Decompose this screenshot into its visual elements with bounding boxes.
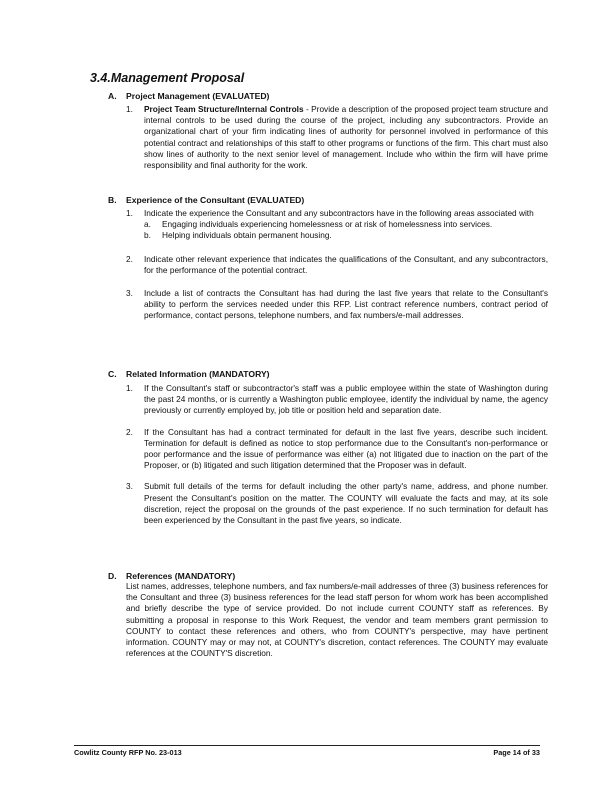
footer-divider — [74, 745, 540, 746]
item-text: If the Consultant's staff or subcontractor's staff was a public employee within the state of Washington during the past 24 months, or is currently a Washington public employee, identify the individual by name, the agency previously or currently employed by, job title or position held and separation date. — [144, 383, 548, 416]
sub-item — [108, 219, 548, 230]
section-d — [108, 571, 548, 659]
section-b-letter: B. — [108, 195, 117, 205]
section-a — [108, 91, 548, 171]
section-c-heading — [108, 369, 548, 379]
item-number: 1. — [126, 208, 133, 218]
list-item — [108, 208, 548, 219]
list-item — [108, 104, 548, 171]
item-number: 1. — [126, 383, 133, 393]
sub-item — [108, 230, 548, 241]
section-title: Management Proposal — [110, 71, 245, 85]
item-number: 2. — [126, 426, 133, 437]
sub-item-letter: a. — [144, 219, 151, 230]
footer-document-id: Cowlitz County RFP No. 23-013 — [74, 748, 182, 757]
references-paragraph: List names, addresses, telephone numbers, and fax numbers/e-mail addresses of three (3) business references for the Consultant and three (3) business references for the lead staff person for whom work has been accomplished and briefly describe the type of service provided. Do not include current COUNTY staff as references. By submitting a proposal in response to this Work Request, the vendor and team members grant permission to COUNTY to contact these references and others, who from COUNTY's perspective, may have pertinent information. COUNTY may or may not, at COUNTY's discretion, contact references. The COUNTY may evaluate references at the COUNTY'S discretion. — [126, 581, 548, 659]
section-d-title: References (MANDATORY) — [126, 571, 236, 581]
list-item — [108, 254, 548, 276]
section-c-letter: C. — [108, 369, 117, 379]
footer-page-number: Page 14 of 33 — [493, 748, 540, 757]
section-d-heading — [108, 571, 548, 581]
item-text: Indicate the experience the Consultant and any subcontractors have in the following areas associated with — [144, 208, 534, 218]
section-d-letter: D. — [108, 571, 117, 581]
item-lead: Project Team Structure/Internal Controls — [144, 104, 304, 114]
item-text: Indicate other relevant experience that indicates the qualifications of the Consultant, and any subcontractors, for the performance of the potential contract. — [144, 253, 548, 275]
section-heading — [90, 71, 244, 85]
item-text: - Provide a description of the proposed project team structure and internal controls to be used during the course of the project, including any subcontractors. Provide an organizational chart of your firm indicating lines of authority for personnel involved in performance of this potential contract and relationships of this staff to other programs or functions of the firm. This chart must also show lines of authority to the next senior level of management. Include who within the firm will have prime responsibility and final authority for the work. — [144, 104, 548, 171]
list-item — [108, 427, 548, 472]
item-text: If the Consultant has had a contract terminated for default in the last five years, describe such incident. Termination for default is defined as notice to stop performance due to the Consultant's non-performance or poor performance and the issue of performance was either (a) not litigated due to inaction on the part of the Proposer, or (b) litigated and such litigation determined that the Proposer was in default. — [144, 426, 548, 471]
item-number: 2. — [126, 253, 133, 264]
section-c-title: Related Information (MANDATORY) — [126, 369, 270, 379]
section-b-heading — [108, 195, 548, 205]
section-number: 3.4. — [90, 71, 111, 85]
sub-item-text: Helping individuals obtain permanent housing. — [162, 230, 332, 241]
list-item — [108, 288, 548, 322]
item-text: Include a list of contracts the Consultant has had during the last five years that relate to the Consultant's ability to perform the services needed under this RFP. List contract reference numbers, contract period of performance, contact persons, telephone numbers, and fax numbers/e-mail addresses. — [144, 288, 548, 321]
list-item — [108, 481, 548, 526]
item-number: 1. — [126, 104, 133, 114]
item-number: 3. — [126, 288, 133, 299]
section-a-heading — [108, 91, 548, 101]
sub-item-text: Engaging individuals experiencing homelessness or at risk of homelessness into services. — [162, 219, 493, 230]
section-c — [108, 369, 548, 526]
list-item — [108, 383, 548, 417]
sub-item-letter: b. — [144, 230, 151, 241]
item-number: 3. — [126, 481, 133, 492]
item-text: Submit full details of the terms for default including the other party's name, address, and phone number. Present the Consultant's position on the matter. The COUNTY will evaluate the facts and may, at its sole discretion, reject the proposal on the grounds of the past experience. If no such termination for default has been experienced by the Consultant in the past five years, so indicate. — [144, 481, 548, 526]
section-a-letter: A. — [108, 91, 117, 101]
section-a-title: Project Management (EVALUATED) — [126, 91, 270, 101]
section-b — [108, 195, 548, 322]
section-b-title: Experience of the Consultant (EVALUATED) — [126, 195, 305, 205]
